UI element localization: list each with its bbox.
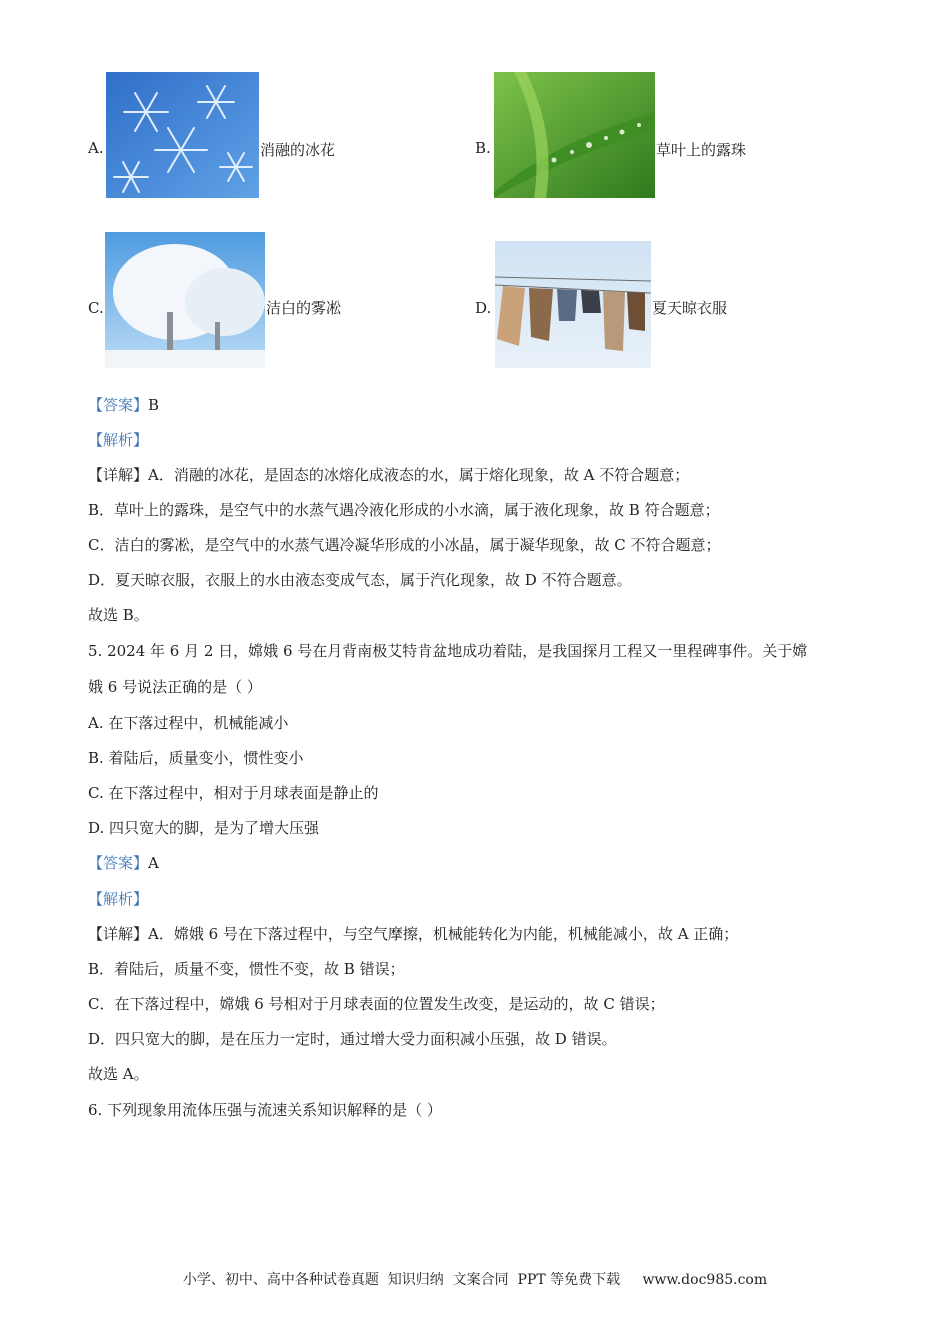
answer-value: B — [148, 396, 160, 414]
clothesline-photo — [495, 241, 651, 368]
q4-analysis-heading — [88, 430, 148, 450]
option-caption-b: 草叶上的露珠 — [656, 141, 747, 159]
detail-text: A．消融的冰花，是固态的冰熔化成液态的水，属于熔化现象，故 A 不符合题意； — [148, 466, 690, 484]
q5-detail-line: C．在下落过程中，嫦娥 6 号相对于月球表面的位置发生改变，是运动的，故 C 错误； — [88, 995, 665, 1013]
q5-conclusion: 故选 A。 — [88, 1065, 149, 1083]
rime-tree-photo — [105, 232, 265, 368]
q5-option-c: C. 在下落过程中，相对于月球表面是静止的 — [88, 784, 379, 802]
answer-tag: 【答案】 — [88, 396, 149, 414]
q5-analysis-heading — [88, 889, 148, 909]
option-letter-c: C. — [88, 299, 104, 317]
q5-option-a: A. 在下落过程中，机械能减小 — [88, 714, 289, 732]
answer-value: A — [148, 854, 159, 872]
q4-detail-line — [88, 465, 689, 485]
q6-stem: 6. 下列现象用流体压强与流速关系知识解释的是（ ） — [88, 1101, 442, 1119]
q4-detail-line: B．草叶上的露珠，是空气中的水蒸气遇冷液化形成的小水滴，属于液化现象，故 B 符合题意； — [88, 501, 720, 519]
analysis-tag: 【解析】 — [88, 431, 149, 449]
option-letter-d: D. — [475, 299, 492, 317]
q5-stem: 5. 2024 年 6 月 2 日，嫦娥 6 号在月背南极艾特肯盆地成功着陆，是我国探月工程又一里程碑事件。关于嫦 — [88, 642, 808, 660]
detail-text: A．嫦娥 6 号在下落过程中，与空气摩擦，机械能转化为内能，机械能减小，故 A 正确； — [148, 925, 739, 943]
q5-detail-line: B．着陆后，质量不变，惯性不变，故 B 错误； — [88, 960, 405, 978]
dew-on-grass-photo — [494, 72, 655, 198]
q4-answer — [88, 395, 159, 415]
option-caption-d: 夏天晾衣服 — [652, 299, 728, 317]
q4-detail-line: C．洁白的雾凇，是空气中的水蒸气遇冷凝华形成的小冰晶，属于凝华现象，故 C 不符合题意； — [88, 536, 721, 554]
option-letter-a: A. — [88, 139, 104, 157]
answer-tag: 【答案】 — [88, 854, 149, 872]
option-caption-c: 洁白的雾凇 — [266, 299, 342, 317]
q5-detail-line — [88, 924, 738, 944]
q5-option-d: D. 四只宽大的脚，是为了增大压强 — [88, 819, 320, 837]
q5-stem-cont: 娥 6 号说法正确的是（ ） — [88, 678, 262, 696]
option-letter-b: B. — [475, 139, 491, 157]
q5-answer — [88, 853, 159, 873]
q5-option-b: B. 着陆后，质量变小，惯性变小 — [88, 749, 304, 767]
snowflakes-photo — [106, 72, 259, 198]
analysis-tag: 【解析】 — [88, 890, 149, 908]
detail-tag: 【详解】 — [88, 466, 149, 484]
q4-detail-line: D．夏天晾衣服，衣服上的水由液态变成气态，属于汽化现象，故 D 不符合题意。 — [88, 571, 632, 589]
q4-conclusion: 故选 B。 — [88, 606, 149, 624]
option-caption-a: 消融的冰花 — [260, 141, 336, 159]
page-footer: 小学、初中、高中各种试卷真题 知识归纳 文案合同 PPT 等免费下载 www.doc985.com — [182, 1272, 768, 1288]
detail-tag: 【详解】 — [88, 925, 149, 943]
q5-detail-line: D．四只宽大的脚，是在压力一定时，通过增大受力面积减小压强，故 D 错误。 — [88, 1030, 617, 1048]
